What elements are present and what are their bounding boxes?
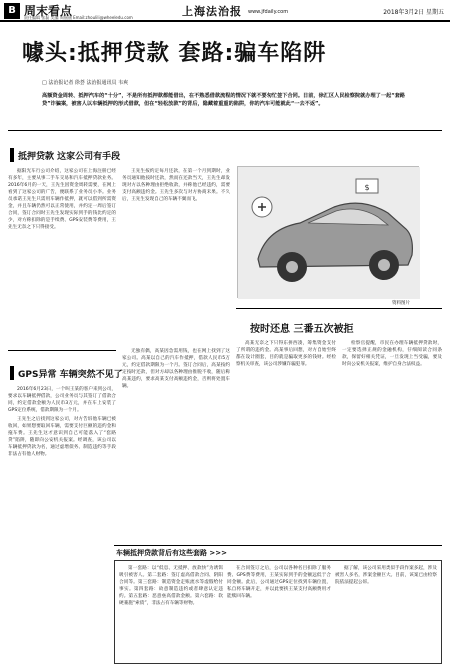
section-heading-2: 按时还息 三番五次被拒: [250, 324, 354, 335]
car-illustration: [238, 167, 420, 299]
photo-caption: 资料图片: [392, 301, 410, 306]
paragraph: 2016年6月23日，一个叫王某的客户来到公司，要求以车辆抵押借款，公司业务员与其签订了借款合同，约定借款金额为人民币3万元，并在车上安装了GPS定位系统，借款期限为一个月。: [8, 387, 116, 413]
text-column-g: [8, 386, 116, 662]
divider: [114, 545, 442, 546]
section-heading-1: 抵押贷款 这家公司有手段: [18, 152, 121, 162]
paper-website: www.jfdaily.com: [248, 9, 289, 15]
car-photo: [237, 166, 419, 298]
box-heading: 车辆抵押贷款背后有这些套路 >>>: [116, 549, 228, 557]
text-column-d: [122, 348, 230, 544]
masthead: [0, 0, 450, 22]
text-column-e: [236, 340, 336, 544]
editor-meta: 责任编辑 张磊 美编 周丽丽 Email:zhoulili@wheeledu.com: [24, 15, 133, 20]
paragraph: 据了解，该公司采用类似手段作案多起，涉及被害人多名，涉案金额巨大。目前，该案已由检察院依法提起公诉。: [335, 566, 437, 585]
paragraph: 高某无奈之下只得东拼西凑，筹集资金支付了所谓的违约金。高某事后回想，对方自始至终都在设计圈套，目的就是骗取更多的钱财。经检察机关审查，该公司涉嫌诈骗犯罪。: [236, 341, 336, 367]
section-logo: B: [4, 3, 20, 19]
svg-text:$: $: [364, 183, 370, 192]
section-marker: [10, 366, 14, 380]
section-marker: [10, 148, 14, 162]
section-name: 周末看点: [24, 4, 73, 18]
paragraph: 据阳光车行公司介绍，这家公司在上海注册已经有多年，主要从事二手车交易和汽车抵押贷款业务。2016年6月的一天，王先生因资金周转需要，在网上看到了这家公司的广告，便联系了业务员小李。业务员承诺王先生只需用车辆作抵押，就可以借到所需资金，并且车辆仍然可以正常使用，并约定一周后签订合同，签订合同时王先生发现实际到手的钱比约定的少，对方称扣除的是手续费、GPS安装费等费用，王先生无奈之下只得接受。: [8, 169, 116, 230]
text-column-f: [342, 340, 442, 544]
box-column-1: [119, 565, 223, 661]
paragraph: 无独有偶，高某因急需用钱，也在网上找到了这家公司。高某以自己的汽车作抵押，借款人民币5万元，约定借款期限为一个月。签订合同后，高某按约定按时还款，但对方却以各种理由推脱不收，随后称高某违约，要求高某支付高额违约金，否则将处置车辆。: [122, 349, 230, 389]
divider: [8, 130, 442, 131]
sidebar-box: [114, 560, 442, 664]
section-heading-3: GPS异常 车辆突然不见了: [18, 370, 123, 380]
paragraph: 王先生按约定每月还款，在第一个月到期时，业务员通知他按时还款，然而在还款当天，王先生却发现对方以各种理由拒绝收款，并称他已经违约，需要支付高额违约金。王先生多次与对方协商未果。不久后，王先生发现自己的车辆不翼而飞。: [122, 169, 230, 202]
text-column-b: [122, 168, 230, 346]
text-column-a: [8, 168, 116, 346]
divider: [8, 350, 116, 351]
lead-paragraph: 高额资金周转、抵押汽车的“十分”，不是所有抵押款都能借出，在不熟悉借款流程的情况下就不要匆忙签下合同。日前，徐汇区人民检察院就办理了一起“套路贷”诈骗案，被害人以车辆抵押的形式借款，但在“轻松放款”的背后，隐藏着重重的陷阱，你的汽车可能就此“一去不返”。: [42, 93, 405, 107]
paragraph: 第一套路：以“低息、无抵押、放款快”为诱饵吸引被害人。第二套路：签订虚高借款合同、阴阳合同等。第三套路：制造资金走账流水等虚假给付事实。第四套路：故意制造违约或者肆意认定违约。第五套路：恶意垒高借款金额。第六套路：软硬兼施“索债”，非法占有车辆等财物。: [119, 566, 223, 606]
paragraph: 在合同签订之后，公司以各种名目扣除了服务费、GPS费等费用，王某实际到手的金额远低于合同金额。此后，公司通过GPS定位找到车辆位置，私自将车辆开走，并以此要挟王某支付高额费用才能赎回车辆。: [227, 566, 331, 599]
paragraph: 王先生之后找到这家公司，对方告诉他车辆已被收回，如果想要取回车辆，需要支付巨额的违约金和拖车费。王先生这才意识到自己可能落入了“套路贷”陷阱，随即向公安机关报案。经调查，该公司以车辆抵押贷款为名，通过虚增债务、制造违约等手段非法占有他人财物。: [8, 417, 116, 457]
box-column-2: [227, 565, 331, 661]
byline: □ 法治报记者 徐荟 法治报通讯员 韦爽: [42, 80, 129, 86]
paragraph: 检察官提醒，市民在办理车辆抵押贷款时，一定要选择正规的金融机构，仔细阅读合同条款，保留好相关凭证，一旦发现上当受骗，要及时向公安机关报案，维护自身合法权益。: [342, 341, 442, 367]
box-column-3: [335, 565, 437, 661]
page-headline: 噱头:抵押贷款 套路:骗车陷阱: [22, 41, 327, 66]
issue-date: 2018年3月2日 星期五: [383, 9, 444, 16]
paper-name: 上海法治报: [182, 5, 242, 18]
divider: [236, 308, 442, 309]
